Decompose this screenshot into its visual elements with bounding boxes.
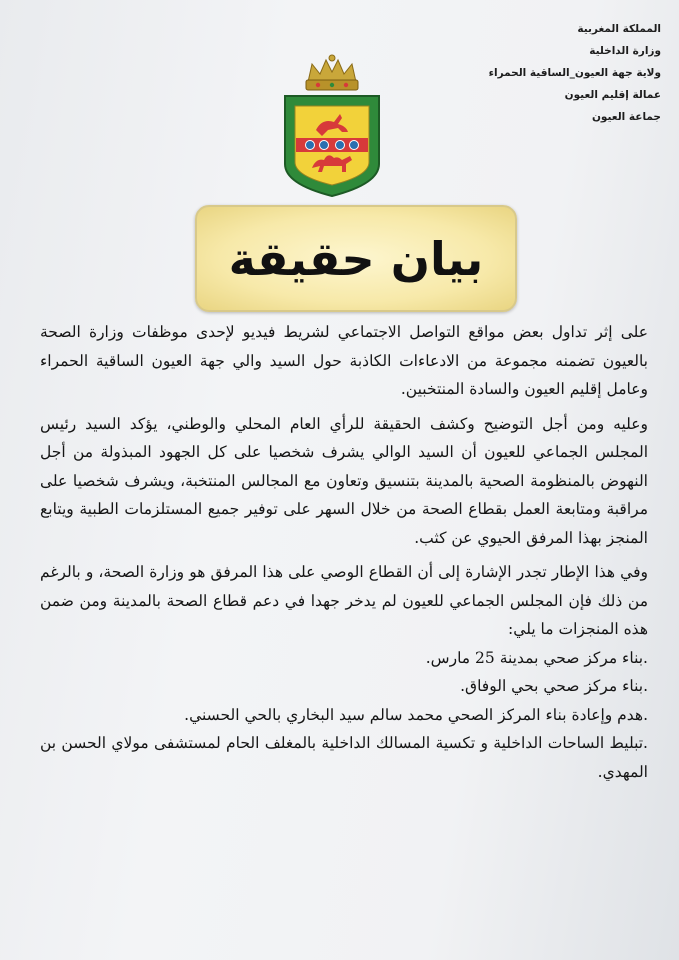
letterhead-line-commune: جماعة العيون <box>591 111 661 123</box>
letterhead-line-wilaya: ولاية جهة العيون_الساقية الحمراء <box>488 67 661 79</box>
crown-icon <box>306 55 358 90</box>
letterhead-line-ministry: وزارة الداخلية <box>589 45 661 57</box>
list-item: .بناء مركز صحي بحي الوفاق. <box>460 677 648 695</box>
paragraph-achievements: وفي هذا الإطار تجدر الإشارة إلى أن القطاع الوصي على هذا المرفق هو وزارة الصحة، و بالرغم من ذلك فإن المجلس الجماعي للعيون لم يدخر جهدا في دعم قطاع الصحة بالمدينة ومن ضمن هذه المنجزات ما يلي: <box>40 563 648 638</box>
letterhead-line-kingdom: المملكة المغربية <box>577 23 661 35</box>
title-banner <box>195 205 517 312</box>
paragraph-clarification: وعليه ومن أجل التوضيح وكشف الحقيقة للرأي العام المحلي والوطني، يؤكد السيد رئيس المجلس الجماعي للعيون أن السيد الوالي يشرف شخصيا على كل الجهود المبذولة من أجل النهوض بالمنظومة الصحية بالمدينة بتنسيق وتعاون مع المجالس المنتخبة، ويشرف شخصيا على مراقبة ومتابعة العمل بقطاع الصحة من خلال السهر على توفير جميع المستلزمات الطبية ويتابع المنجز بهذا المرفق الحيوي عن كثب. <box>40 414 648 547</box>
city-coat-of-arms-icon <box>282 52 382 198</box>
letterhead-line-province: عمالة إقليم العيون <box>564 89 661 101</box>
document-title: بيان حقيقة <box>228 231 484 286</box>
list-item: .تبليط الساحات الداخلية و تكسية المسالك الداخلية بالمغلف الحام لمستشفى مولاي الحسن بن المهدي. <box>40 734 648 781</box>
paragraph-intro: على إثر تداول بعض مواقع التواصل الاجتماعي لشريط فيديو لإحدى موظفات وزارة الصحة بالعيون تضمنه مجموعة من الادعاءات الكاذبة حول السيد والي جهة العيون الساقية الحمراء وعامل إقليم العيون والسادة المنتخبين. <box>40 323 648 398</box>
statement-body <box>40 318 648 786</box>
letterhead <box>461 18 661 128</box>
list-item: .بناء مركز صحي بمدينة 25 مارس. <box>425 648 648 667</box>
list-item: .هدم وإعادة بناء المركز الصحي محمد سالم سيد البخاري بالحي الحسني. <box>184 705 648 724</box>
